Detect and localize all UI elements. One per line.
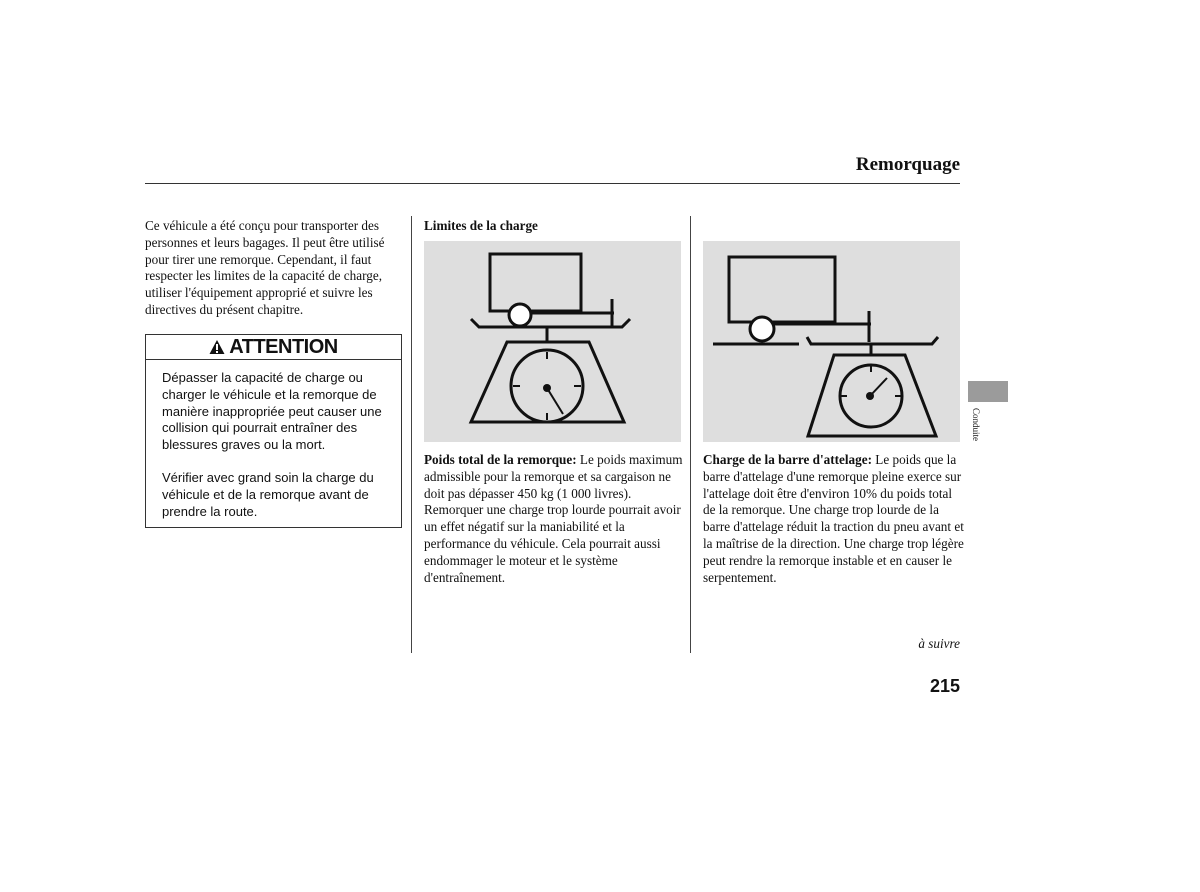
scale-platform [471,319,630,327]
page-number: 215 [929,676,960,696]
side-tab-label: Conduite [971,408,981,441]
section-title: Remorquage [855,154,960,175]
tongue-load-figure [703,241,960,442]
tongue-load-text: Le poids que la barre d'attelage d'une remorque pleine exerce sur l'attelage doit être d'environ 10% du poids total de la remorque. Une charge trop lourde de la barre d'attelage réduit la traction du pneu avant et la maîtrise de la direction. Une charge trop légère peut rendre la remorque instable et en causer le serpentement. [703,452,964,585]
tongue-load-label: Charge de la barre d'attelage: [703,452,872,467]
warning-paragraph-1: Dépasser la capacité de charge ou charger le véhicule et la remorque de manière inappropriée peut causer une collision qui pourrait entraîner des blessures graves ou la mort. [162,370,382,453]
trailer-weight-label: Poids total de la remorque: [424,452,577,467]
scale-needle [547,388,563,414]
header-rule [145,183,960,184]
trailer-weight-paragraph [424,452,686,586]
trailer-wheel [750,317,774,341]
scale-platform [807,337,938,344]
continued-note: à suivre [918,636,960,651]
trailer-weight-figure [424,241,681,442]
warning-box [145,334,402,528]
trailer-box [490,254,581,311]
trailer-on-scale-illustration [424,241,681,442]
tongue-on-scale-illustration [703,241,960,442]
warning-header [146,335,401,360]
warning-triangle-icon [209,339,225,355]
trailer-wheel [509,304,531,326]
tongue-load-paragraph [703,452,967,586]
column-divider-1 [411,216,412,653]
trailer-box [729,257,835,322]
warning-title: ATTENTION [229,335,338,358]
intro-paragraph: Ce véhicule a été conçu pour transporter des personnes et leurs bagages. Il peut être utilisé pour tirer une remorque. Cependant, il faut respecter les limites de la capacité de charge, utiliser l'équipement approprié et suivre les directives du présent chapitre. [145,218,385,317]
warning-paragraph-2: Vérifier avec grand soin la charge du véhicule et de la remorque avant de prendre la route. [162,469,374,519]
side-tab [968,381,1008,402]
load-limits-heading: Limites de la charge [424,218,538,233]
column-divider-2 [690,216,691,653]
trailer-weight-text: Le poids maximum admissible pour la remorque et sa cargaison ne doit pas dépasser 450 kg (1 000 livres). Remorquer une charge trop lourde pourrait avoir un effet négatif sur la maniabilité et la performance du véhicule. Cela pourrait aussi endommager le moteur et le système d'entraînement. [424,452,683,585]
